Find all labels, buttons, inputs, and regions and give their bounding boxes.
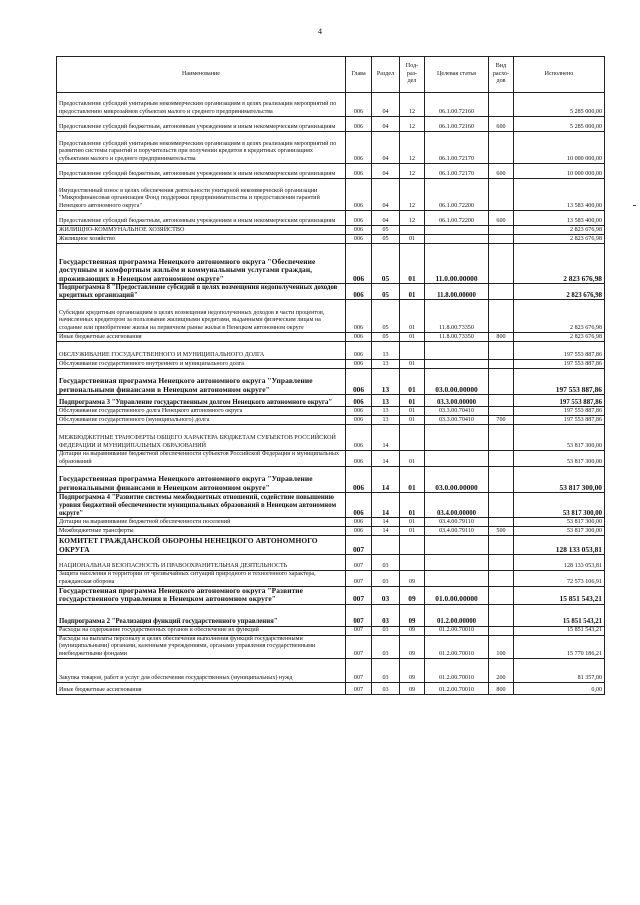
- cell-target: 03.4.00.79110: [425, 527, 489, 536]
- cell-razdel: 03: [372, 555, 400, 571]
- cell-razdel: 05: [372, 226, 400, 235]
- table-row: [57, 555, 605, 571]
- cell-razdel: 04: [372, 211, 400, 226]
- cell-done: 2 823 676,98: [514, 244, 605, 284]
- cell-podrazdel: 01: [400, 244, 425, 284]
- cell-done: 10 000 000,00: [514, 132, 605, 164]
- cell-vid: [489, 360, 514, 369]
- cell-name: Государственная программа Ненецкого автономного округа "Управление региональными финансами в Ненецком автономном округе": [57, 369, 346, 395]
- cell-razdel: 14: [372, 493, 400, 518]
- cell-razdel: 05: [372, 235, 400, 244]
- cell-razdel: 05: [372, 244, 400, 284]
- table-row: [57, 333, 605, 342]
- cell-glava: 006: [346, 369, 372, 395]
- cell-target: 06.1.00.72200: [425, 211, 489, 226]
- cell-glava: 006: [346, 93, 372, 117]
- table-row: [57, 226, 605, 235]
- cell-target: [425, 360, 489, 369]
- header-razdel: Раздел: [372, 57, 400, 93]
- cell-glava: 006: [346, 518, 372, 527]
- cell-vid: [489, 235, 514, 244]
- table-header-row: [57, 57, 605, 93]
- cell-target: 11.8.00.73350: [425, 333, 489, 342]
- cell-vid: 800: [489, 333, 514, 342]
- cell-name: Обслуживание государственного внутреннего и муниципального долга: [57, 360, 346, 369]
- expenditure-table: [56, 56, 605, 695]
- table-row: [57, 117, 605, 132]
- cell-razdel: 03: [372, 587, 400, 605]
- table-row: [57, 587, 605, 605]
- cell-podrazdel: [400, 425, 425, 451]
- cell-razdel: 14: [372, 451, 400, 467]
- cell-name: Иные бюджетные ассигнования: [57, 683, 346, 695]
- cell-target: 03.0.00.00000: [425, 369, 489, 395]
- cell-target: 06.1.00.72200: [425, 179, 489, 211]
- cell-done: 197 553 887,86: [514, 360, 605, 369]
- cell-target: 03.4.00.00000: [425, 493, 489, 518]
- cell-name: Жилищное хозяйство: [57, 235, 346, 244]
- cell-podrazdel: 09: [400, 635, 425, 658]
- cell-name: Расходы на выплаты персоналу в целях обеспечения выполнения функций государственными (муниципальными) органами, казенными учреждениями, органами управления государственными внебюджетными фондами: [57, 635, 346, 658]
- table-row: [57, 493, 605, 518]
- cell-name: ОБСЛУЖИВАНИЕ ГОСУДАРСТВЕННОГО И МУНИЦИПАЛЬНОГО ДОЛГА: [57, 342, 346, 360]
- cell-target: 11.8.00.73350: [425, 300, 489, 333]
- cell-name: Предоставление субсидий унитарным некоммерческим организациям в целях реализации мероприятий по развитию системы гарантий и поручительств при получении кредитов в кредитных организациях субъектами малого и среднего предпринимательства: [57, 132, 346, 164]
- cell-razdel: 03: [372, 659, 400, 683]
- cell-done: 128 133 053,81: [514, 555, 605, 571]
- cell-done: 13 583 400,00: [514, 179, 605, 211]
- cell-podrazdel: 12: [400, 211, 425, 226]
- header-vid: Вид расхо- дов: [489, 57, 514, 93]
- cell-done: 2 823 676,98: [514, 226, 605, 235]
- cell-done: 5 285 000,00: [514, 117, 605, 132]
- cell-done: 10 000 000,00: [514, 164, 605, 179]
- cell-done: 5 285 000,00: [514, 93, 605, 117]
- cell-name: Дотации на выравнивание бюджетной обеспеченности субъектов Российской Федерации и муниципальных образований: [57, 451, 346, 467]
- table-row: [57, 425, 605, 451]
- cell-podrazdel: [400, 555, 425, 571]
- cell-glava: 006: [346, 342, 372, 360]
- cell-razdel: 14: [372, 518, 400, 527]
- cell-done: 197 553 887,86: [514, 342, 605, 360]
- cell-vid: [489, 555, 514, 571]
- table-row: [57, 518, 605, 527]
- cell-name: Обслуживание государственного (муниципального) долга: [57, 416, 346, 425]
- cell-glava: 006: [346, 425, 372, 451]
- cell-done: 15 851 543,21: [514, 604, 605, 626]
- cell-razdel: 13: [372, 395, 400, 407]
- cell-razdel: 05: [372, 300, 400, 333]
- cell-glava: 006: [346, 527, 372, 536]
- table-row: [57, 342, 605, 360]
- cell-vid: [489, 369, 514, 395]
- cell-vid: [489, 604, 514, 626]
- cell-vid: [489, 518, 514, 527]
- table-row: [57, 571, 605, 587]
- header-glava: Глава: [346, 57, 372, 93]
- cell-razdel: 14: [372, 425, 400, 451]
- cell-podrazdel: 01: [400, 235, 425, 244]
- cell-vid: [489, 395, 514, 407]
- table-row: [57, 179, 605, 211]
- cell-vid: [489, 284, 514, 300]
- cell-glava: 006: [346, 179, 372, 211]
- cell-glava: 007: [346, 659, 372, 683]
- cell-podrazdel: 09: [400, 626, 425, 635]
- cell-name: Закупка товаров, работ и услуг для обеспечения государственных (муниципальных) нужд: [57, 659, 346, 683]
- cell-glava: 006: [346, 300, 372, 333]
- cell-target: 06.1.00.72160: [425, 93, 489, 117]
- cell-done: 197 553 887,86: [514, 369, 605, 395]
- cell-name: Государственная программа Ненецкого автономного округа "Управление региональными финансами в Ненецком автономном округе": [57, 467, 346, 493]
- cell-vid: [489, 226, 514, 235]
- cell-vid: [489, 300, 514, 333]
- cell-podrazdel: 12: [400, 179, 425, 211]
- cell-glava: 006: [346, 395, 372, 407]
- header-podrazdel: Под- раз- дел: [400, 57, 425, 93]
- cell-name: Предоставление субсидий унитарным некоммерческим организациям в целях реализации мероприятий по предоставлению микрозаймов субъектам малого и среднего предпринимательства: [57, 93, 346, 117]
- cell-razdel: [372, 536, 400, 555]
- cell-podrazdel: 01: [400, 451, 425, 467]
- cell-vid: [489, 571, 514, 587]
- cell-name: Расходы на содержание государственных органов и обеспечение их функций: [57, 626, 346, 635]
- cell-glava: 006: [346, 117, 372, 132]
- cell-podrazdel: 12: [400, 164, 425, 179]
- table-row: [57, 604, 605, 626]
- cell-glava: 007: [346, 683, 372, 695]
- cell-name: Межбюджетные трансферты: [57, 527, 346, 536]
- table-row: [57, 407, 605, 416]
- cell-done: 53 817 300,00: [514, 527, 605, 536]
- cell-vid: [489, 132, 514, 164]
- cell-done: 53 817 300,00: [514, 425, 605, 451]
- cell-target: 01.2.00.70010: [425, 626, 489, 635]
- cell-razdel: 13: [372, 369, 400, 395]
- table-row: [57, 235, 605, 244]
- cell-vid: [489, 93, 514, 117]
- cell-vid: 600: [489, 211, 514, 226]
- cell-podrazdel: 12: [400, 132, 425, 164]
- cell-target: [425, 536, 489, 555]
- cell-vid: 800: [489, 683, 514, 695]
- cell-done: 197 553 887,86: [514, 407, 605, 416]
- cell-razdel: 04: [372, 179, 400, 211]
- cell-target: 06.1.00.72170: [425, 164, 489, 179]
- table-row: [57, 164, 605, 179]
- cell-done: 15 851 543,21: [514, 626, 605, 635]
- cell-target: 03.3.00.00000: [425, 395, 489, 407]
- cell-glava: 006: [346, 164, 372, 179]
- cell-vid: [489, 244, 514, 284]
- cell-glava: 006: [346, 226, 372, 235]
- table-row: [57, 527, 605, 536]
- cell-done: 72 573 106,91: [514, 571, 605, 587]
- cell-done: 2 823 676,98: [514, 333, 605, 342]
- cell-glava: 007: [346, 555, 372, 571]
- cell-razdel: 13: [372, 360, 400, 369]
- cell-target: 03.4.00.79110: [425, 518, 489, 527]
- cell-target: [425, 555, 489, 571]
- cell-podrazdel: 01: [400, 518, 425, 527]
- cell-podrazdel: 01: [400, 395, 425, 407]
- cell-podrazdel: 09: [400, 571, 425, 587]
- cell-vid: 700: [489, 416, 514, 425]
- cell-razdel: 03: [372, 626, 400, 635]
- cell-podrazdel: 12: [400, 93, 425, 117]
- cell-vid: [489, 425, 514, 451]
- cell-target: [425, 235, 489, 244]
- cell-name: Предоставление субсидий бюджетным, автономным учреждениям и иным некоммерческим организациям: [57, 117, 346, 132]
- cell-vid: 500: [489, 527, 514, 536]
- cell-done: 2 823 676,98: [514, 284, 605, 300]
- table-row: [57, 536, 605, 555]
- cell-razdel: 03: [372, 683, 400, 695]
- cell-razdel: 14: [372, 527, 400, 536]
- cell-name: Субсидии кредитным организациям в целях возмещения недополученных доходов в части процентов, начисленных кредитором за пользование жилищными кредитами, выданными физическим лицам на создание или приобретение жилья на первичном рынке жилья в Ненецком автономном округе: [57, 300, 346, 333]
- cell-name: МЕЖБЮДЖЕТНЫЕ ТРАНСФЕРТЫ ОБЩЕГО ХАРАКТЕРА БЮДЖЕТАМ СУБЪЕКТОВ РОССИЙСКОЙ ФЕДЕРАЦИИ И МУНИЦИПАЛЬНЫХ ОБРАЗОВАНИЙ: [57, 425, 346, 451]
- table-row: [57, 93, 605, 117]
- cell-glava: 007: [346, 635, 372, 658]
- cell-target: 11.8.00.00000: [425, 284, 489, 300]
- cell-razdel: 04: [372, 164, 400, 179]
- cell-glava: 006: [346, 407, 372, 416]
- cell-podrazdel: 01: [400, 493, 425, 518]
- cell-glava: 006: [346, 235, 372, 244]
- cell-name: Защита населения и территории от чрезвычайных ситуаций природного и техногенного характера, гражданская оборона: [57, 571, 346, 587]
- cell-glava: 006: [346, 244, 372, 284]
- cell-target: [425, 451, 489, 467]
- table-row: [57, 626, 605, 635]
- cell-target: 01.2.00.70010: [425, 659, 489, 683]
- table-row: [57, 683, 605, 695]
- cell-done: 53 817 300,00: [514, 493, 605, 518]
- table-body: [57, 93, 605, 695]
- table-row: [57, 369, 605, 395]
- table-row: [57, 659, 605, 683]
- cell-target: 01.2.00.70010: [425, 635, 489, 658]
- margin-mark: [633, 205, 636, 206]
- cell-podrazdel: 12: [400, 117, 425, 132]
- cell-done: 13 583 400,00: [514, 211, 605, 226]
- cell-target: 06.1.00.72170: [425, 132, 489, 164]
- cell-glava: 007: [346, 604, 372, 626]
- cell-target: [425, 342, 489, 360]
- cell-glava: 007: [346, 536, 372, 555]
- cell-name: Подпрограмма 3 "Управление государственным долгом Ненецкого автономного округа": [57, 395, 346, 407]
- cell-name: Государственная программа Ненецкого автономного округа "Развитие государственного управления в Ненецком автономном округе": [57, 587, 346, 605]
- cell-razdel: 05: [372, 333, 400, 342]
- cell-glava: 006: [346, 132, 372, 164]
- cell-podrazdel: [400, 226, 425, 235]
- cell-vid: [489, 451, 514, 467]
- cell-glava: 006: [346, 451, 372, 467]
- header-target: Целевая статья: [425, 57, 489, 93]
- cell-target: 03.0.00.00000: [425, 467, 489, 493]
- cell-glava: 006: [346, 333, 372, 342]
- cell-podrazdel: 01: [400, 360, 425, 369]
- cell-vid: [489, 342, 514, 360]
- cell-done: 15 851 543,21: [514, 587, 605, 605]
- cell-razdel: 13: [372, 416, 400, 425]
- table-row: [57, 244, 605, 284]
- page-number: 4: [318, 27, 322, 36]
- cell-done: 53 817 300,00: [514, 467, 605, 493]
- cell-podrazdel: [400, 342, 425, 360]
- cell-vid: [489, 626, 514, 635]
- cell-name: Предоставление субсидий бюджетным, автономным учреждениям и иным некоммерческим организациям: [57, 211, 346, 226]
- cell-vid: [489, 179, 514, 211]
- cell-name: Имущественный взнос в целях обеспечения деятельности унитарной некоммерческой организации "Микрофинансовая организация Фонд поддержки предпринимательства и предоставления гарантий Ненецкого автономного округа": [57, 179, 346, 211]
- cell-vid: 600: [489, 164, 514, 179]
- cell-done: 53 817 300,00: [514, 451, 605, 467]
- cell-name: Иные бюджетные ассигнования: [57, 333, 346, 342]
- table-row: [57, 360, 605, 369]
- cell-done: 81 357,00: [514, 659, 605, 683]
- cell-target: 03.3.00.70410: [425, 407, 489, 416]
- cell-done: 53 817 300,00: [514, 518, 605, 527]
- cell-name: КОМИТЕТ ГРАЖДАНСКОЙ ОБОРОНЫ НЕНЕЦКОГО АВТОНОМНОГО ОКРУГА: [57, 536, 346, 555]
- header-done: Исполнено: [514, 57, 605, 93]
- cell-vid: [489, 587, 514, 605]
- cell-target: 01.2.00.00000: [425, 604, 489, 626]
- cell-vid: 600: [489, 117, 514, 132]
- table-row: [57, 467, 605, 493]
- cell-vid: [489, 536, 514, 555]
- cell-target: 01.0.00.00000: [425, 587, 489, 605]
- cell-razdel: 13: [372, 342, 400, 360]
- cell-podrazdel: 01: [400, 407, 425, 416]
- cell-podrazdel: 01: [400, 369, 425, 395]
- cell-vid: 200: [489, 659, 514, 683]
- cell-podrazdel: 01: [400, 467, 425, 493]
- cell-target: [425, 425, 489, 451]
- cell-razdel: 13: [372, 407, 400, 416]
- cell-razdel: 03: [372, 604, 400, 626]
- cell-target: [425, 571, 489, 587]
- cell-razdel: 04: [372, 93, 400, 117]
- cell-done: 15 770 186,21: [514, 635, 605, 658]
- cell-glava: 007: [346, 626, 372, 635]
- cell-name: Подпрограмма 2 "Реализация функций государственного управления": [57, 604, 346, 626]
- cell-name: Подпрограмма 4 "Развитие системы межбюджетных отношений, содействие повышению уровня бюджетной обеспеченности муниципальных образований в Ненецком автономном округе": [57, 493, 346, 518]
- table-row: [57, 211, 605, 226]
- cell-done: 2 823 676,98: [514, 235, 605, 244]
- cell-name: НАЦИОНАЛЬНАЯ БЕЗОПАСНОСТЬ И ПРАВООХРАНИТЕЛЬНАЯ ДЕЯТЕЛЬНОСТЬ: [57, 555, 346, 571]
- cell-razdel: 03: [372, 635, 400, 658]
- cell-glava: 007: [346, 571, 372, 587]
- cell-podrazdel: 09: [400, 683, 425, 695]
- cell-vid: [489, 493, 514, 518]
- cell-done: 2 823 676,98: [514, 300, 605, 333]
- cell-target: 06.1.00.72160: [425, 117, 489, 132]
- cell-name: Подпрограмма 8 "Предоставление субсидий в целях возмещения недополученных доходов кредитных организаций": [57, 284, 346, 300]
- cell-podrazdel: 09: [400, 587, 425, 605]
- cell-name: Обслуживание государственного долга Ненецкого автономного округа: [57, 407, 346, 416]
- table-row: [57, 395, 605, 407]
- cell-done: 197 553 887,86: [514, 395, 605, 407]
- cell-done: 128 133 053,81: [514, 536, 605, 555]
- cell-name: ЖИЛИЩНО-КОММУНАЛЬНОЕ ХОЗЯЙСТВО: [57, 226, 346, 235]
- header-name: Наименование: [57, 57, 346, 93]
- cell-glava: 007: [346, 587, 372, 605]
- cell-podrazdel: 01: [400, 527, 425, 536]
- cell-name: Государственная программа Ненецкого автономного округа "Обеспечение доступным и комфортным жильём и коммунальными услугами граждан, проживающих в Ненецком автономном округе": [57, 244, 346, 284]
- cell-name: Дотации на выравнивание бюджетной обеспеченности поселений: [57, 518, 346, 527]
- cell-glava: 006: [346, 211, 372, 226]
- cell-razdel: 05: [372, 284, 400, 300]
- table-row: [57, 300, 605, 333]
- cell-glava: 006: [346, 284, 372, 300]
- table-row: [57, 284, 605, 300]
- cell-target: 11.0.00.00000: [425, 244, 489, 284]
- table-row: [57, 451, 605, 467]
- cell-glava: 006: [346, 467, 372, 493]
- table-row: [57, 635, 605, 658]
- cell-done: 197 553 887,86: [514, 416, 605, 425]
- cell-razdel: 03: [372, 571, 400, 587]
- cell-vid: [489, 407, 514, 416]
- cell-target: 03.3.00.70410: [425, 416, 489, 425]
- cell-glava: 006: [346, 416, 372, 425]
- cell-podrazdel: 01: [400, 333, 425, 342]
- cell-vid: [489, 467, 514, 493]
- cell-glava: 006: [346, 360, 372, 369]
- cell-done: 0,00: [514, 683, 605, 695]
- cell-podrazdel: [400, 536, 425, 555]
- cell-podrazdel: 01: [400, 416, 425, 425]
- table-row: [57, 132, 605, 164]
- cell-target: [425, 226, 489, 235]
- cell-razdel: 04: [372, 132, 400, 164]
- cell-vid: 100: [489, 635, 514, 658]
- cell-razdel: 14: [372, 467, 400, 493]
- cell-podrazdel: 01: [400, 300, 425, 333]
- cell-target: 01.2.00.70010: [425, 683, 489, 695]
- cell-podrazdel: 01: [400, 284, 425, 300]
- cell-podrazdel: 09: [400, 659, 425, 683]
- table-row: [57, 416, 605, 425]
- cell-podrazdel: 09: [400, 604, 425, 626]
- cell-glava: 006: [346, 493, 372, 518]
- cell-name: Предоставление субсидий бюджетным, автономным учреждениям и иным некоммерческим организациям: [57, 164, 346, 179]
- cell-razdel: 04: [372, 117, 400, 132]
